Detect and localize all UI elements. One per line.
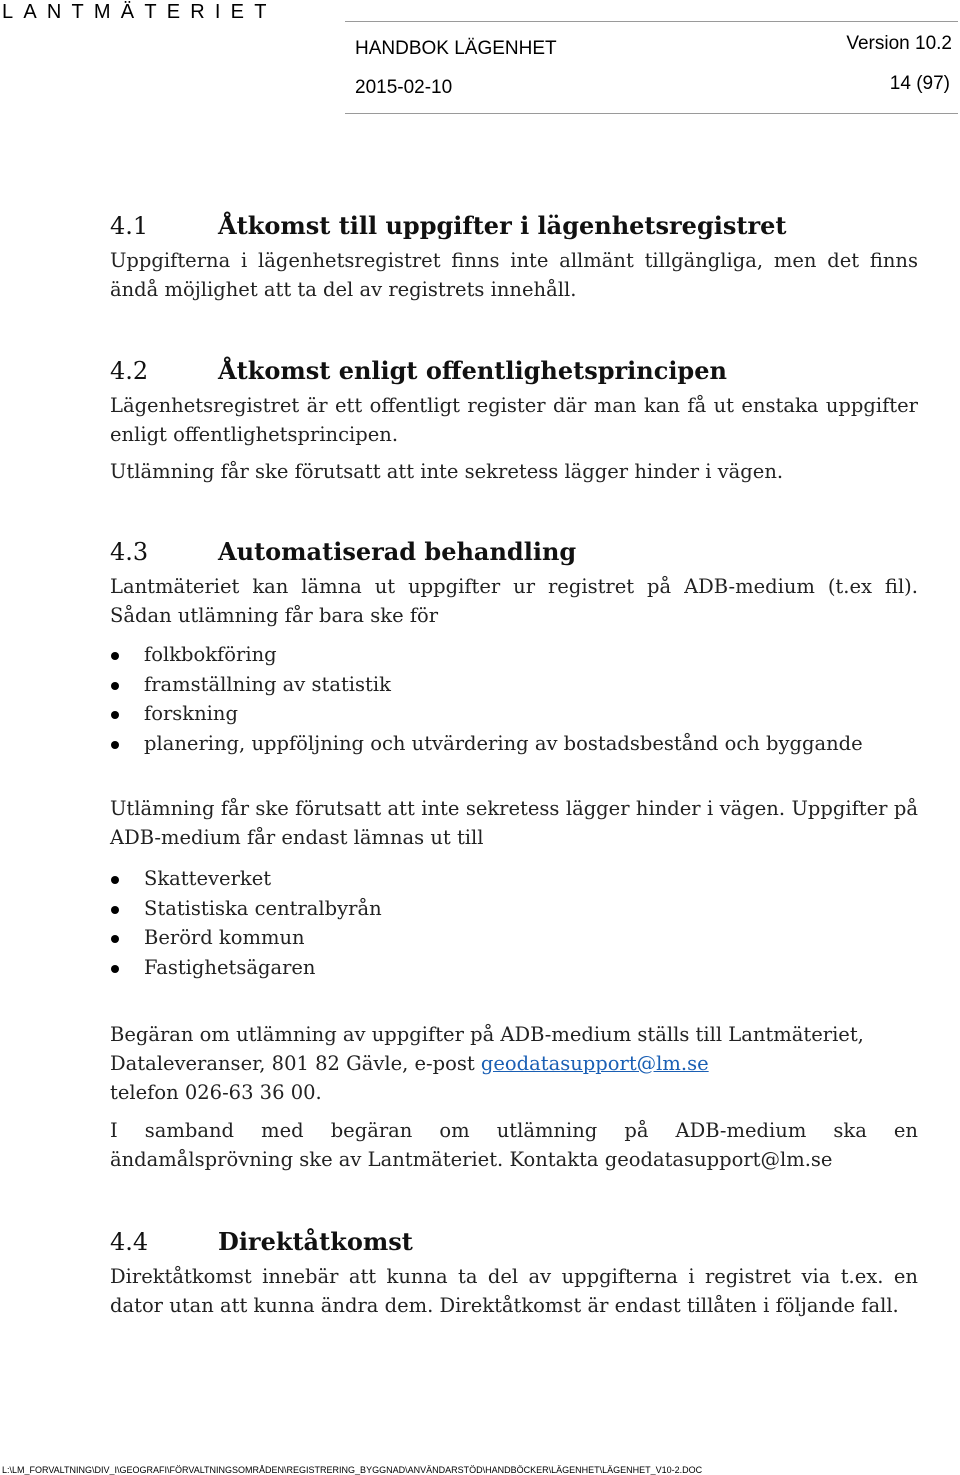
section-number: 4.1 [110,212,149,240]
heading-4-1 [110,206,918,246]
version-label: Version 10.2 [846,33,952,54]
paragraph: Lantmäteriet kan lämna ut uppgifter ur registret på ADB-medium (t.ex fil). Sådan utlämning får bara ske för [110,575,918,627]
paragraph: I samband med begäran om utlämning på ADB-medium ska en ändamålsprövning ske av Lantmäteriet. Kontakta geodatasupport@lm.se [110,1119,918,1171]
header-bottom-rule [345,113,958,114]
paragraph: Utlämning får ske förutsatt att inte sekretess lägger hinder i vägen. [110,460,784,483]
list-item: Fastighetsägaren [110,953,918,983]
section-title: Direktåtkomst [218,1227,413,1256]
list-item: planering, uppföljning och utvärdering av bostadsbestånd och byggande [110,729,918,759]
purpose-list [110,640,918,758]
page-number: 14 (97) [889,73,950,94]
section-title: Automatiserad behandling [218,537,577,566]
paragraph: Lägenhetsregistret är ett offentligt register där man kan få ut enstaka uppgifter enligt offentlighetsprincipen. [110,394,918,446]
paragraph [110,1020,918,1107]
company-logo: LANTMÄTERIET [2,1,277,23]
section-4-1 [110,206,918,304]
section-number: 4.2 [110,357,149,385]
file-path-footer: L:\LM_FORVALTNING\DIV_I\GEOGRAFI\FÖRVALTNINGSOMRÅDEN\REGISTRERING_BYGGNAD\ANVÄNDARSTÖD\HANDBÖCKER\LÄGENHET\LÄGENHET_V10-2.DOC [2,1465,703,1475]
section-4-4 [110,1222,918,1320]
paragraph: Utlämning får ske förutsatt att inte sekretess lägger hinder i vägen. Uppgifter på ADB-medium får endast lämnas ut till [110,797,918,849]
list-item: Berörd kommun [110,923,918,953]
list-item: Statistiska centralbyrån [110,894,918,924]
recipient-list [110,864,918,982]
paragraph: Uppgifterna i lägenhetsregistret finns inte allmänt tillgängliga, men det finns ändå möjlighet att ta del av registrets innehåll. [110,249,918,301]
section-title: Åtkomst till uppgifter i lägenhetsregistret [218,211,787,240]
section-4-2 [110,351,918,486]
list-item: framställning av statistik [110,670,918,700]
heading-4-4 [110,1222,918,1262]
document-body [110,206,918,1320]
email-link[interactable]: geodatasupport@lm.se [480,1052,709,1075]
list-item: forskning [110,699,918,729]
document-title: HANDBOK LÄGENHET [355,38,557,59]
section-number: 4.3 [110,538,149,566]
document-date: 2015-02-10 [355,77,453,98]
paragraph-text: Begäran om utlämning av uppgifter på ADB-medium ställs till Lantmäteriet, Dataleveranser, 801 82 Gävle, e-post [110,1023,864,1075]
heading-4-3 [110,532,918,572]
list-item: Skatteverket [110,864,918,894]
section-4-3 [110,532,918,1174]
paragraph: Direktåtkomst innebär att kunna ta del av uppgifterna i registret via t.ex. en dator utan att kunna ändra dem. Direktåtkomst är endast tillåten i följande fall. [110,1265,918,1317]
header-top-rule [345,21,958,22]
heading-4-2 [110,351,918,391]
list-item: folkbokföring [110,640,918,670]
phone-text: telefon 026-63 36 00. [110,1081,322,1104]
section-title: Åtkomst enligt offentlighetsprincipen [218,356,727,385]
section-number: 4.4 [110,1228,149,1256]
